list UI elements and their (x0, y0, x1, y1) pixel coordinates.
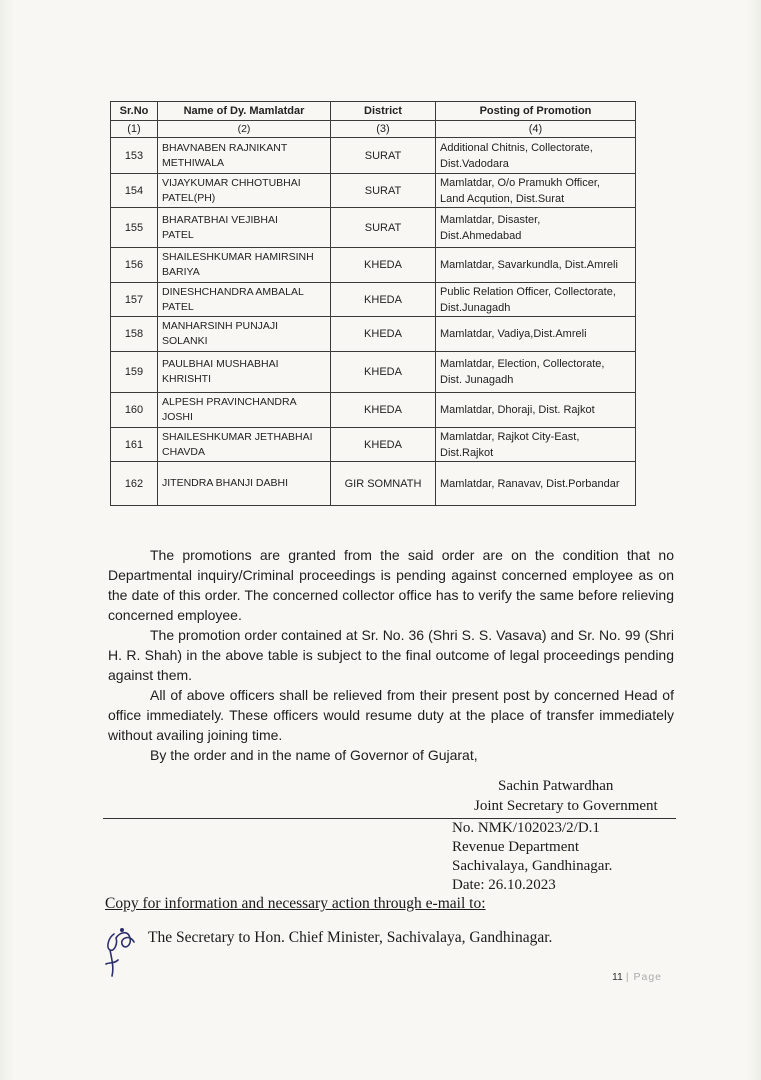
cell-district: KHEDA (331, 393, 436, 428)
cell-posting-line: Dist.Junagadh (440, 301, 511, 314)
divider-line (103, 818, 676, 819)
col-header-district: District (331, 102, 436, 121)
cell-name-line: ALPESH PRAVINCHANDRA (162, 396, 297, 408)
cell-district: KHEDA (331, 283, 436, 317)
table-header-row (111, 102, 636, 121)
table-row (111, 393, 636, 428)
cell-posting (436, 317, 636, 352)
page-number-value: 11 (612, 971, 623, 983)
cell-name (158, 393, 331, 428)
cell-name (158, 352, 331, 393)
table-row (111, 283, 636, 317)
subheader-4: (4) (436, 121, 636, 138)
cell-posting (436, 283, 636, 317)
cell-name-line: PATEL (162, 300, 194, 313)
cell-name (158, 174, 331, 208)
cell-posting-line: Dist.Vadodara (440, 157, 509, 170)
subheader-3: (3) (331, 121, 436, 138)
col-header-name: Name of Dy. Mamlatdar (158, 102, 331, 121)
col-header-srno: Sr.No (111, 102, 158, 121)
cell-name-line: METHIWALA (162, 156, 225, 169)
cell-posting (436, 462, 636, 506)
cell-posting-line: Public Relation Officer, Collectorate, (440, 285, 616, 298)
cell-name-line: SOLANKI (162, 335, 208, 347)
cell-srno: 159 (111, 352, 158, 393)
cell-district: GIR SOMNATH (331, 462, 436, 506)
cell-srno: 153 (111, 138, 158, 174)
cell-name-line: PATEL (162, 228, 194, 241)
cell-posting-line: Mamlatdar, Savarkundla, Dist.Amreli (440, 259, 618, 271)
cell-srno: 158 (111, 317, 158, 352)
promotion-table (110, 101, 636, 506)
handwritten-initials (100, 924, 152, 980)
cell-district: SURAT (331, 208, 436, 248)
cell-posting (436, 138, 636, 174)
table-row (111, 352, 636, 393)
copy-recipient: The Secretary to Hon. Chief Minister, Sachivalaya, Gandhinagar. (148, 929, 553, 946)
cell-name-line: KHRISHTI (162, 373, 212, 385)
table-row (111, 317, 636, 352)
col-header-posting: Posting of Promotion (436, 102, 636, 121)
cell-district: KHEDA (331, 428, 436, 462)
cell-name-line: PATEL(PH) (162, 191, 216, 204)
cell-name (158, 208, 331, 248)
cell-name-line: BARIYA (162, 266, 200, 278)
cell-district: SURAT (331, 138, 436, 174)
cell-name (158, 462, 331, 506)
table-row (111, 248, 636, 283)
table-row (111, 428, 636, 462)
cell-name-line: MANHARSINH PUNJAJI (162, 320, 279, 332)
cell-name-line: JITENDRA BHANJI DABHI (162, 477, 289, 489)
cell-srno: 160 (111, 393, 158, 428)
cell-name-line: PAULBHAI MUSHABHAI (162, 358, 279, 370)
legal-proceedings-paragraph: The promotion order contained at Sr. No. 36 (Shri S. S. Vasava) and Sr. No. 99 (Shri H. R. Shah) in the above table is subject to the final outcome of legal proceedings pending against them. (108, 627, 674, 683)
cell-district: KHEDA (331, 248, 436, 283)
cell-name-line: JOSHI (162, 411, 193, 423)
cell-posting-line: Land Acqution, Dist.Surat (440, 192, 565, 205)
reference-number: No. NMK/102023/2/D.1 (452, 820, 600, 836)
cell-posting-line: Mamlatdar, Ranavav, Dist.Porbandar (440, 477, 620, 490)
cell-posting-line: Mamlatdar, Rajkot City-East, (440, 430, 580, 443)
cell-posting-line: Mamlatdar, Vadiya,Dist.Amreli (440, 328, 587, 340)
cell-posting-line: Dist.Ahmedabad (440, 229, 522, 242)
signatory-designation: Joint Secretary to Government (474, 798, 658, 814)
cell-srno: 162 (111, 462, 158, 506)
cell-posting (436, 174, 636, 208)
signatory-name: Sachin Patwardhan (498, 778, 614, 794)
condition-paragraph: The promotions are granted from the said order are on the condition that no Departmental inquiry/Criminal proceedings is pending against concerned employee as on the date of this order. The concerned collector office has to verify the same before relieving concerned employee. (108, 547, 674, 623)
cell-district: KHEDA (331, 352, 436, 393)
cell-district: SURAT (331, 174, 436, 208)
cell-srno: 156 (111, 248, 158, 283)
reference-office: Sachivalaya, Gandhinagar. (452, 858, 613, 874)
table-row (111, 174, 636, 208)
cell-name-line: BHARATBHAI VEJIBHAI (162, 213, 278, 226)
cell-name-line: VIJAYKUMAR CHHOTUBHAI (162, 176, 301, 189)
cell-name-line: SHAILESHKUMAR JETHABHAI (162, 430, 313, 443)
cell-name (158, 283, 331, 317)
table-row (111, 208, 636, 248)
cell-name-line: SHAILESHKUMAR HAMIRSINH (162, 251, 314, 263)
cell-posting (436, 428, 636, 462)
copy-heading: Copy for information and necessary action through e-mail to: (105, 895, 486, 912)
subheader-2: (2) (158, 121, 331, 138)
table-subheader-row (111, 121, 636, 138)
cell-posting (436, 248, 636, 283)
cell-name (158, 248, 331, 283)
cell-posting-line: Mamlatdar, Election, Collectorate, (440, 358, 605, 370)
table-row (111, 462, 636, 506)
cell-district: KHEDA (331, 317, 436, 352)
cell-srno: 155 (111, 208, 158, 248)
cell-posting-line: Additional Chitnis, Collectorate, (440, 141, 593, 154)
cell-name (158, 317, 331, 352)
subheader-1: (1) (111, 121, 158, 138)
cell-posting (436, 352, 636, 393)
cell-name (158, 428, 331, 462)
cell-name-line: BHAVNABEN RAJNIKANT (162, 141, 288, 154)
cell-name-line: DINESHCHANDRA AMBALAL (162, 285, 304, 298)
relieving-paragraph: All of above officers shall be relieved from their present post by concerned Head of office immediately. These officers would resume duty at the place of transfer immediately without availing joining time. (108, 687, 674, 743)
table-row (111, 138, 636, 174)
reference-department: Revenue Department (452, 839, 580, 855)
cell-posting-line: Mamlatdar, Disaster, (440, 213, 541, 226)
page-number-label: | Page (625, 971, 662, 983)
cell-srno: 157 (111, 283, 158, 317)
cell-posting-line: Mamlatdar, Dhoraji, Dist. Rajkot (440, 404, 595, 416)
cell-srno: 154 (111, 174, 158, 208)
page-number (612, 971, 662, 983)
cell-name-line: CHAVDA (162, 445, 205, 458)
body-text (108, 545, 674, 765)
cell-posting-line: Dist. Junagadh (440, 374, 514, 386)
cell-posting (436, 208, 636, 248)
cell-name (158, 138, 331, 174)
governor-order-line: By the order and in the name of Governor of Gujarat, (150, 747, 478, 763)
reference-date: Date: 26.10.2023 (452, 877, 556, 893)
cell-posting-line: Dist.Rajkot (440, 446, 494, 459)
cell-posting-line: Mamlatdar, O/o Pramukh Officer, (440, 176, 600, 189)
cell-posting (436, 393, 636, 428)
cell-srno: 161 (111, 428, 158, 462)
